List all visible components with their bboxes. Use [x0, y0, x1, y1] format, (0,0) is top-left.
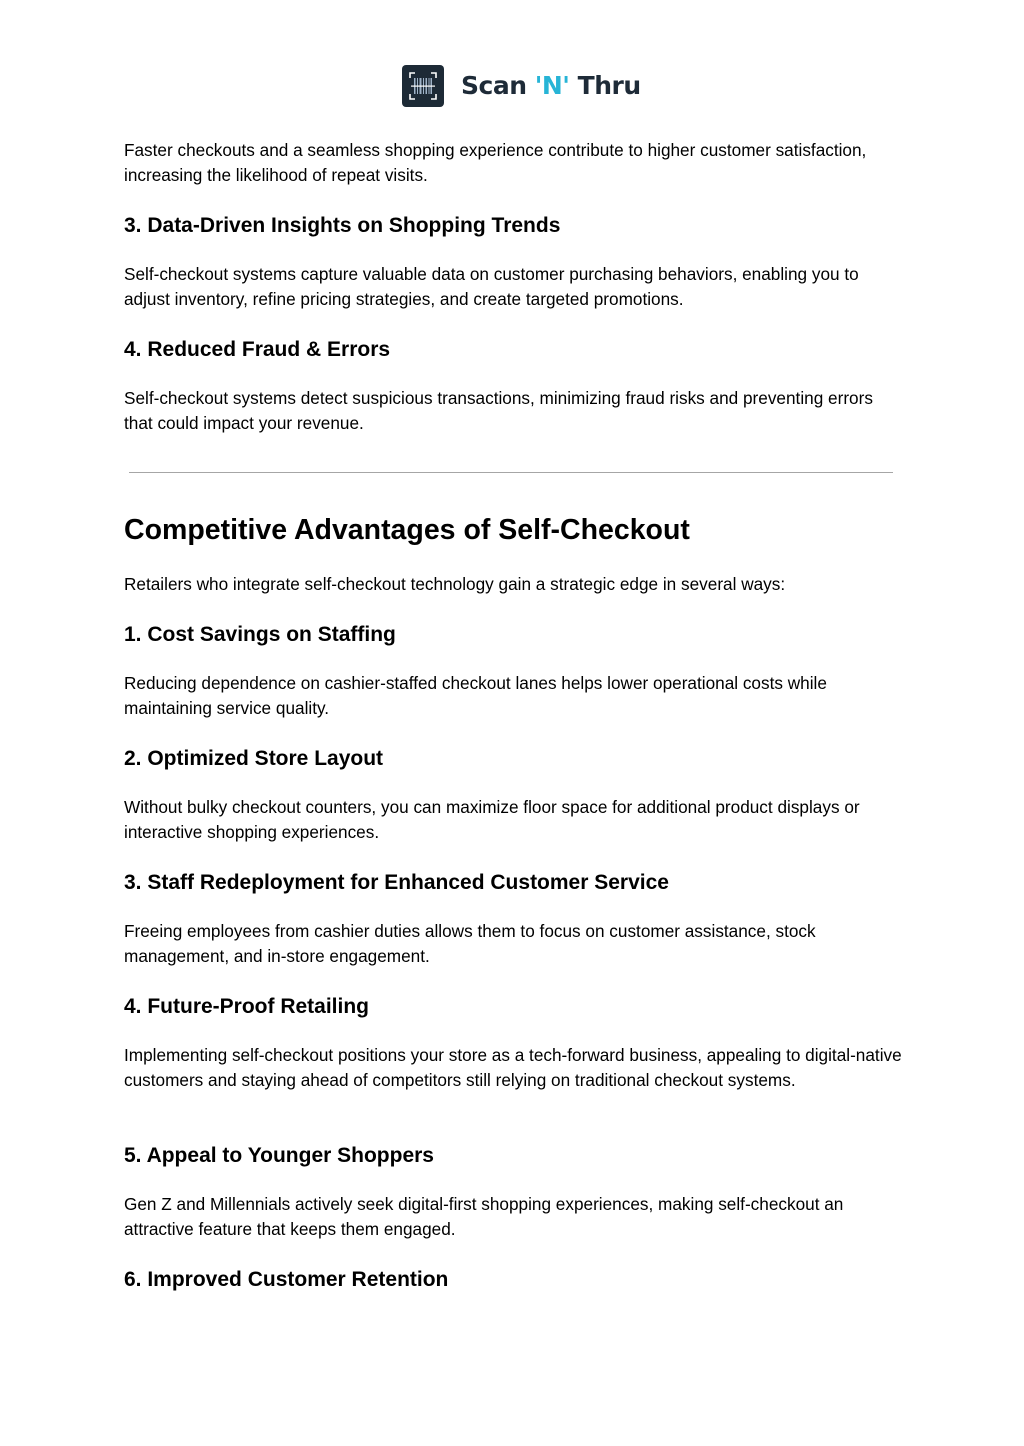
benefit-body: Self-checkout systems detect suspicious transactions, minimizing fraud risks and preventing errors that could impact your revenue. [124, 388, 873, 433]
advantage-heading: 2. Optimized Store Layout [124, 747, 384, 770]
advantage-heading: 1. Cost Savings on Staffing [124, 623, 396, 646]
advantage-heading: 5. Appeal to Younger Shoppers [124, 1144, 434, 1167]
benefit-body: Self-checkout systems capture valuable data on customer purchasing behaviors, enabling you to adjust inventory, refine pricing strategies, and create targeted promotions. [124, 264, 859, 309]
intro-paragraph: Faster checkouts and a seamless shopping experience contribute to higher customer satisfaction, increasing the likelihood of repeat visits. [124, 140, 867, 185]
section-divider [129, 472, 893, 473]
barcode-scanner-icon [402, 65, 444, 107]
brand-name-part1: Scan [461, 71, 535, 100]
benefit-heading: 4. Reduced Fraud & Errors [124, 338, 391, 361]
advantage-heading: 4. Future-Proof Retailing [124, 995, 370, 1018]
brand-logo [402, 65, 641, 107]
brand-name [461, 65, 641, 107]
advantage-body: Implementing self-checkout positions your store as a tech-forward business, appealing to digital-native customers and staying ahead of competitors still relying on traditional checkout systems. [124, 1045, 902, 1090]
advantage-heading: 3. Staff Redeployment for Enhanced Customer Service [124, 871, 669, 894]
advantage-body: Gen Z and Millennials actively seek digital-first shopping experiences, making self-checkout an attractive feature that keeps them engaged. [124, 1194, 844, 1239]
section-lead: Retailers who integrate self-checkout technology gain a strategic edge in several ways: [124, 574, 786, 594]
advantage-heading: 6. Improved Customer Retention [124, 1268, 449, 1291]
brand-name-accent: 'N' [534, 71, 570, 100]
section-title: Competitive Advantages of Self-Checkout [124, 514, 690, 546]
brand-name-part2: Thru [569, 71, 641, 100]
benefit-heading: 3. Data-Driven Insights on Shopping Trends [124, 214, 561, 237]
advantage-body: Reducing dependence on cashier-staffed checkout lanes helps lower operational costs while maintaining service quality. [124, 673, 827, 718]
advantage-body: Without bulky checkout counters, you can maximize floor space for additional product displays or interactive shopping experiences. [124, 797, 860, 842]
advantage-body: Freeing employees from cashier duties allows them to focus on customer assistance, stock management, and in-store engagement. [124, 921, 816, 966]
